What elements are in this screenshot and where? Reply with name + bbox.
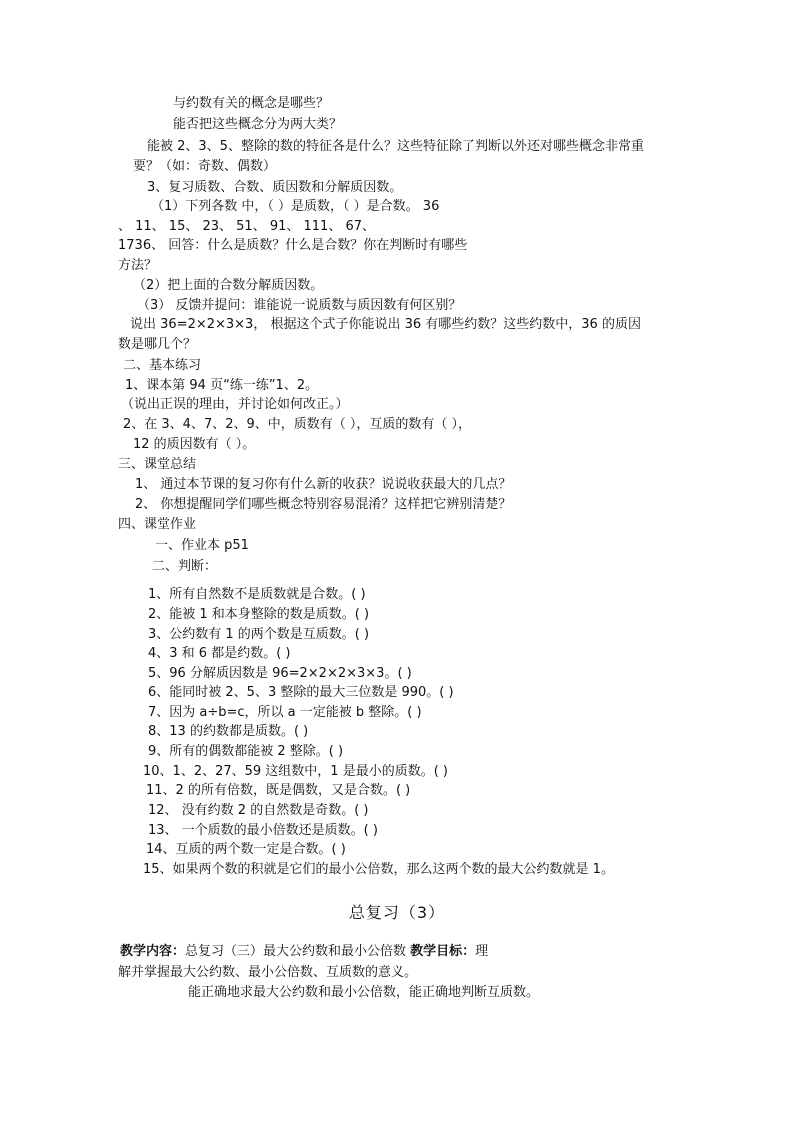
text-line: 1、 通过本节课的复习你有什么新的收获？说说收获最大的几点？ <box>135 477 512 492</box>
judge-item: 6、能同时被 2、5、3 整除的最大三位数是 990。( ) <box>148 685 454 700</box>
judge-item: 12、 没有约数 2 的自然数是奇数。( ) <box>148 803 369 818</box>
text-line: 2、在 3、4、7、2、9、中，质数有（ ），互质的数有（ ）， <box>123 417 472 432</box>
judge-item: 7、因为 a÷b=c，所以 a 一定能被 b 整除。( ) <box>148 705 422 720</box>
judge-item: 2、能被 1 和本身整除的数是质数。( ) <box>148 607 370 622</box>
text-line: 说出 36=2×2×3×3， 根据这个式子你能说出 36 有哪些约数？这些约数中，36 的质因 <box>130 317 641 332</box>
content-label: 教学内容： <box>120 944 186 959</box>
text-line: （1）下列各数 中，（ ）是质数，（ ）是合数。 36 <box>151 199 440 214</box>
teaching-content-line <box>120 943 488 960</box>
text-line: 一、作业本 p51 <box>155 538 249 553</box>
text-line: 1、课本第 94 页“练一练”1、2。 <box>125 378 319 393</box>
judge-item: 13、 一个质数的最小倍数还是质数。( ) <box>148 823 378 838</box>
text-line: 2、 你想提醒同学们哪些概念特别容易混淆？这样把它辨别清楚？ <box>135 497 512 512</box>
text-line: 能否把这些概念分为两大类？ <box>173 117 343 132</box>
section-title: 总复习（3） <box>348 903 446 922</box>
text-line: 要？（如：奇数、偶数） <box>133 159 277 174</box>
judge-item: 5、96 分解质因数是 96=2×2×2×3×3。( ) <box>148 666 412 681</box>
text-line: 能正确地求最大公约数和最小公倍数，能正确地判断互质数。 <box>188 985 540 1000</box>
text-line: 能被 2、3、5、整除的数的特征各是什么？这些特征除了判断以外还对哪些概念非常重 <box>147 139 644 154</box>
judge-item: 8、13 的约数都是质数。( ) <box>148 724 309 739</box>
section-heading: 二、基本练习 <box>123 358 202 373</box>
text-line: 方法？ <box>118 258 158 273</box>
judge-item: 4、3 和 6 都是约数。( ) <box>148 646 291 661</box>
text-line: 3、复习质数、合数、质因数和分解质因数。 <box>147 180 403 195</box>
section-heading: 三、课堂总结 <box>118 457 197 472</box>
goal-text: 理 <box>475 944 489 959</box>
section-heading: 四、课堂作业 <box>118 517 197 532</box>
judge-item: 14、互质的两个数一定是合数。( ) <box>146 842 346 857</box>
judge-item: 1、所有自然数不是质数就是合数。( ) <box>148 587 366 602</box>
text-line: （3） 反馈并提问：谁能说一说质数与质因数有何区别？ <box>137 298 462 313</box>
judge-item: 10、1、2、27、59 这组数中，1 是最小的质数。( ) <box>143 764 448 779</box>
text-line: （2）把上面的合数分解质因数。 <box>133 278 324 293</box>
judge-item: 11、2 的所有倍数，既是偶数，又是合数。( ) <box>146 783 411 798</box>
content-text: 总复习（三）最大公约数和最小公倍数 <box>185 944 411 959</box>
judge-item: 3、公约数有 1 的两个数是互质数。( ) <box>148 627 370 642</box>
judge-item: 15、如果两个数的积就是它们的最小公倍数，那么这两个数的最大公约数就是 1。 <box>143 862 614 877</box>
text-line: 与约数有关的概念是哪些？ <box>173 96 330 111</box>
text-line: 1736、 回答：什么是质数？什么是合数？你在判断时有哪些 <box>118 238 468 253</box>
text-line: 解并掌握最大公约数、最小公倍数、互质数的意义。 <box>118 965 418 980</box>
text-line: 数是哪几个？ <box>118 337 197 352</box>
text-line: （说出正误的理由，并讨论如何改正。） <box>121 397 349 412</box>
goal-label: 教学目标： <box>410 944 476 959</box>
text-line: 二、判断： <box>152 559 218 574</box>
text-line: 12 的质因数有（ ）。 <box>133 437 256 452</box>
judge-item: 9、所有的偶数都能被 2 整除。( ) <box>148 744 344 759</box>
text-line: 、 11、 15、 23、 51、 91、 111、 67、 <box>118 219 375 234</box>
